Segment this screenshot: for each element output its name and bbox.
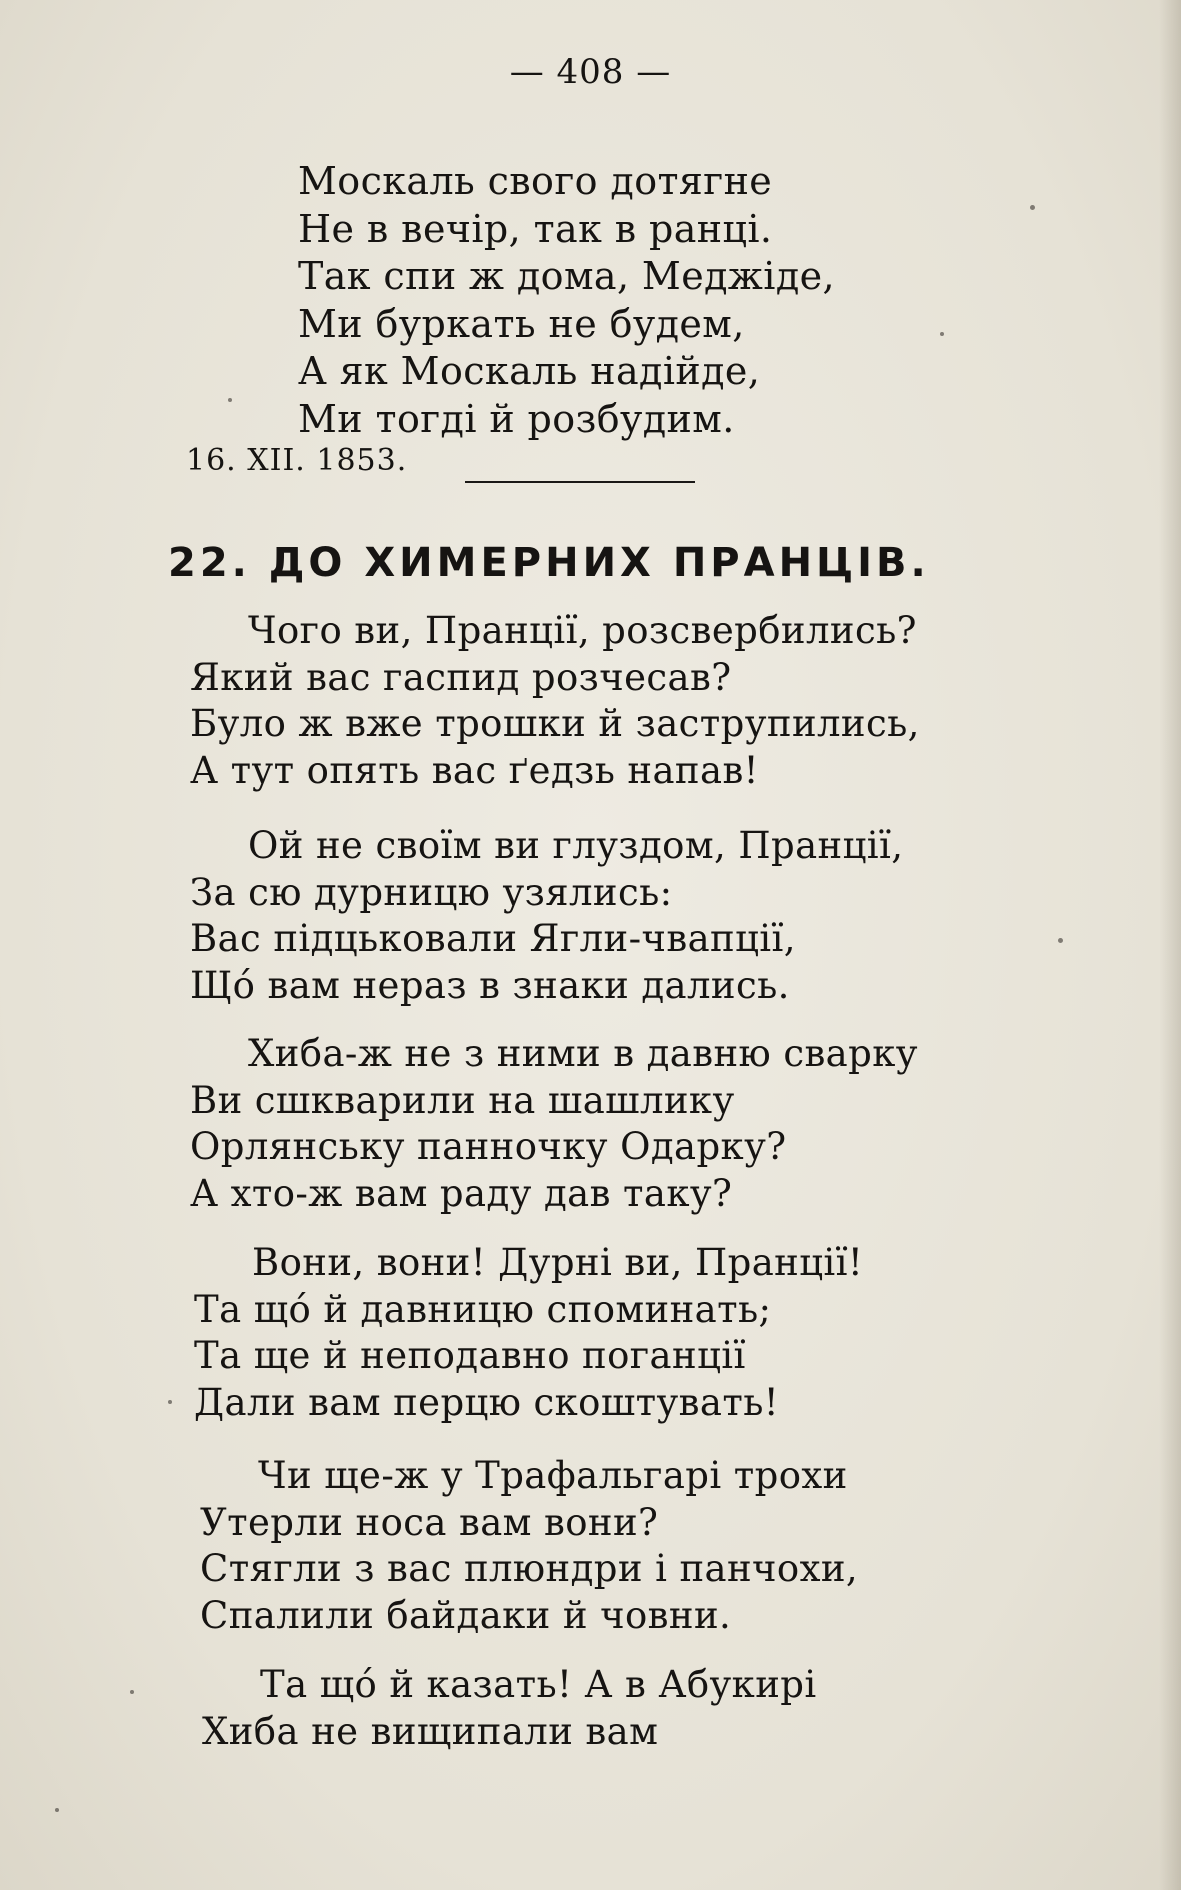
page-number: — 408 — [509, 52, 672, 92]
verse-line: Чи ще-ж у Трафальгарі трохи [258, 1454, 848, 1497]
paper-speck [168, 1400, 172, 1404]
stanza-5 [200, 1453, 858, 1639]
verse-line: Та щó й давницю споминать; [194, 1287, 772, 1331]
verse-line: А хто-ж вам раду дав таку? [190, 1171, 733, 1215]
verse-line: Хиба не вищипали вам [202, 1709, 659, 1753]
paper-speck [1030, 205, 1035, 210]
section-divider [465, 481, 695, 483]
verse-line: Орлянську панночку Одарку? [190, 1125, 787, 1168]
verse-line: Було ж вже трошки й заструпились, [190, 702, 920, 745]
stanza-1 [190, 608, 920, 794]
verse-line: Вони, вони! Дурні ви, Пранції! [252, 1241, 864, 1284]
verse-line: Ми буркать не будем, [298, 301, 745, 346]
verse-line: Ми тогді й розбудим. [298, 396, 735, 441]
verse-line: Чого ви, Пранції, розсвербились? [248, 609, 917, 652]
verse-line: Вас підцьковали Ягли-чвапції, [190, 917, 796, 960]
stanza-4 [194, 1240, 863, 1426]
verse-line: Хиба-ж не з ними в давню сварку [248, 1032, 918, 1075]
verse-line: Ви сшкварили на шашлику [190, 1078, 735, 1122]
paper-speck [940, 332, 944, 336]
verse-line: Та ще й неподавно поганції [194, 1334, 746, 1377]
paper-speck [55, 1808, 59, 1812]
verse-line: За сю дурницю узялись: [190, 870, 673, 914]
stanza-3 [190, 1031, 918, 1217]
verse-line: Не в вечір, так в ранці. [298, 206, 773, 251]
verse-line: Так спи ж дома, Меджіде, [298, 254, 835, 298]
paper-speck [1058, 938, 1063, 943]
verse-line: Який вас гаспид розчесав? [190, 655, 732, 699]
verse-line: Та щó й казать! А в Абукирі [260, 1663, 817, 1706]
verse-line: Спалили байдаки й човни. [200, 1593, 732, 1637]
verse-line: Дали вам перцю скоштувать! [194, 1380, 780, 1424]
stanza-2 [190, 823, 903, 1009]
verse-line: А як Москаль надійде, [298, 349, 761, 393]
paper-speck [130, 1690, 134, 1694]
verse-line: Утерли носа вам вони? [200, 1500, 659, 1544]
poem-title: 22. ДО ХИМЕРНИХ ПРАНЦІВ. [168, 540, 930, 586]
previous-poem-ending [298, 158, 835, 443]
verse-line: Стягли з вас плюндри і панчохи, [200, 1547, 859, 1590]
verse-line: Москаль свого дотягне [298, 159, 773, 203]
verse-line: Щó вам нераз в знаки дались. [190, 963, 790, 1007]
paper-speck [228, 398, 232, 402]
stanza-6 [202, 1662, 817, 1755]
verse-line: А тут опять вас ґедзь напав! [190, 748, 759, 792]
poem-date: 16. XII. 1853. [186, 443, 408, 478]
verse-line: Ой не своїм ви глуздом, Пранції, [248, 824, 904, 867]
page-edge-shadow [1159, 0, 1181, 1890]
